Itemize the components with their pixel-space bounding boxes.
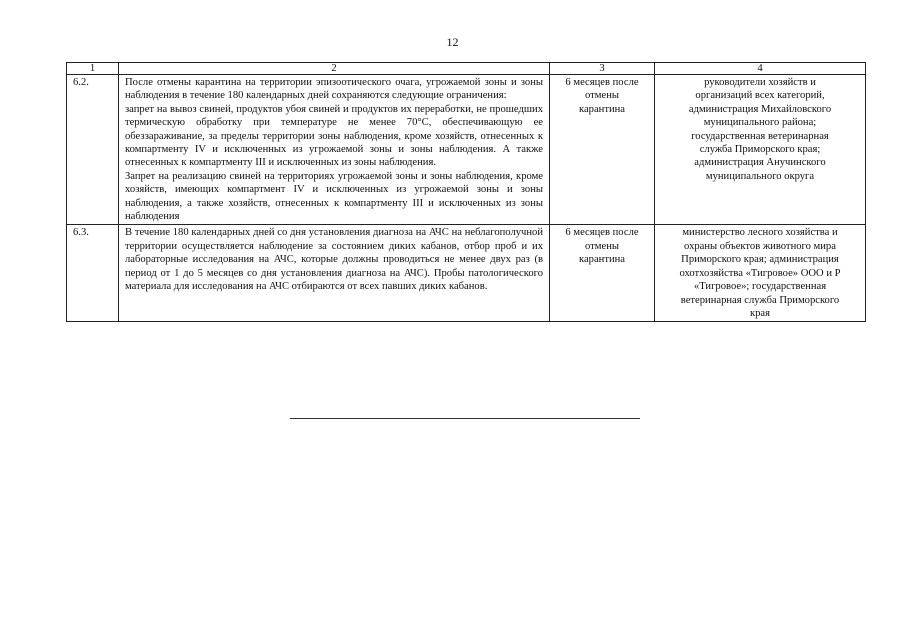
- table-row: [67, 225, 866, 322]
- separator-line: [290, 418, 640, 419]
- column-header: 4: [655, 63, 866, 75]
- column-header: 2: [119, 63, 550, 75]
- column-header: 1: [67, 63, 119, 75]
- measure-text: После отмены карантина на территории эпизоотического очага, угрожаемой зоны и зоны наблюдения в течение 180 календарных дней сохраняются следующие ограничения: запрет на вывоз свиней, продуктов убоя свиней и продуктов их переработки, не прошедших термическую обработку при температуре не менее 70°С, обеспечивающую ее обеззараживание, за пределы территории зоны наблюдения, кроме хозяйств, отнесенных к компартменту IV и исключенных из угрожаемой зоны и зоны наблюдения. А также отнесенных к компартменту III и исключенных из зоны наблюдения. Запрет на реализацию свиней на территориях угрожаемой зоны и зоны наблюдения, кроме хозяйств, имеющих компартмент IV и исключенных из угрожаемой зоны и зоны наблюдения, а также хозяйств, отнесенных к компартменту III и исключенных из зоны наблюдения: [119, 75, 550, 225]
- page-number: 12: [446, 35, 459, 49]
- row-number: 6.2.: [67, 75, 119, 225]
- term-text: 6 месяцев после отмены карантина: [550, 75, 655, 225]
- row-number: 6.3.: [67, 225, 119, 322]
- term-text: 6 месяцев после отмены карантина: [550, 225, 655, 322]
- measure-text: В течение 180 календарных дней со дня установления диагноза на АЧС на неблагополучной территории осуществляется наблюдение за состоянием диких кабанов, отбор проб и их лабораторные исследования на АЧС, которые должны проводиться не менее двух раз (в период от 1 до 5 месяцев со дня установления диагноза на АЧС). Пробы патологического материала для исследования на АЧС отбираются от всех павших диких кабанов.: [119, 225, 550, 322]
- table-row: [67, 75, 866, 225]
- table-header-row: [67, 63, 866, 75]
- column-header: 3: [550, 63, 655, 75]
- responsible-text: руководители хозяйств и организаций всех категорий, администрация Михайловского муниципального района; государственная ветеринарная служба Приморского края; администрация Анучинского муниципального округа: [655, 75, 866, 225]
- responsible-text: министерство лесного хозяйства и охраны объектов животного мира Приморского края; администрация охотхозяйства «Тигровое» ООО и Р «Тигровое»; государственная ветеринарная служба Приморского края: [655, 225, 866, 322]
- measures-table: [66, 62, 866, 322]
